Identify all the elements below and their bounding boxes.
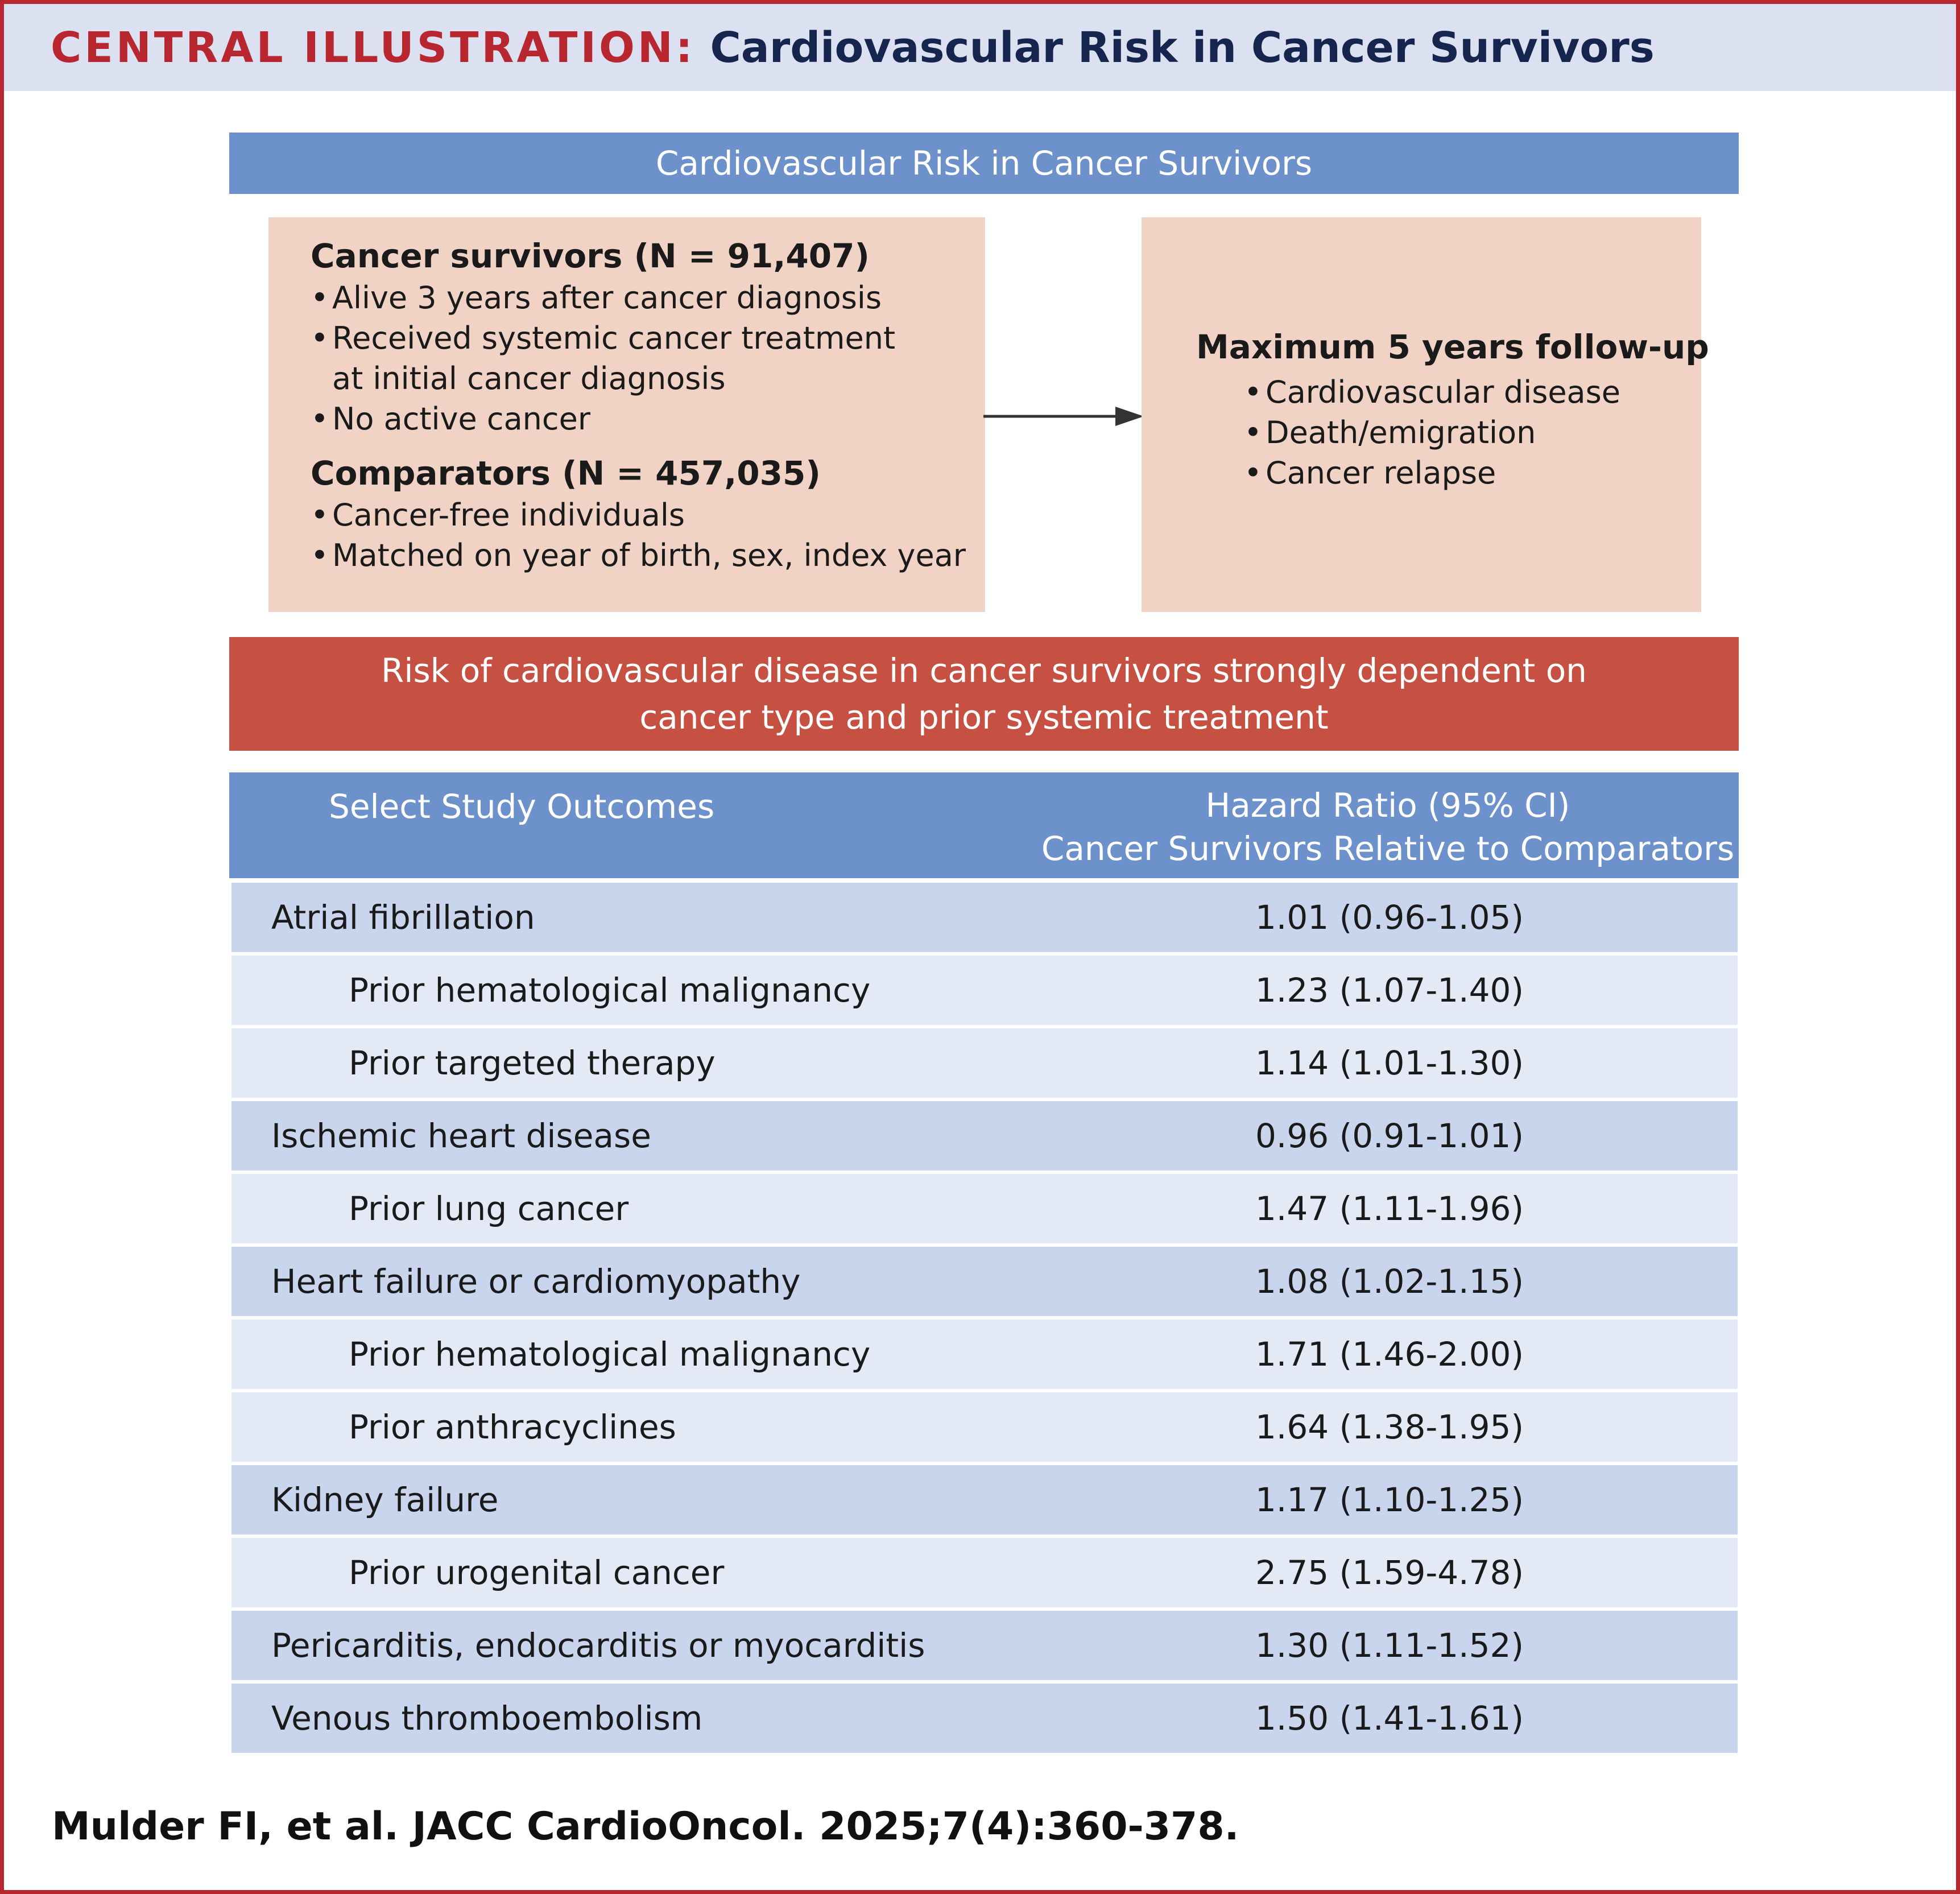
hazard-ratio-value: 1.14 (1.01-1.30) [1255, 1044, 1524, 1082]
outcome-label: Ischemic heart disease [271, 1116, 651, 1155]
hazard-ratio-value: 1.08 (1.02-1.15) [1255, 1262, 1524, 1301]
hazard-ratio-value: 1.71 (1.46-2.00) [1255, 1335, 1524, 1374]
table-row [231, 1174, 1738, 1243]
table-row [231, 1538, 1738, 1607]
table-row [231, 883, 1738, 952]
outcome-label: Pericarditis, endocarditis or myocarditis [271, 1626, 925, 1665]
list-item: • No active cancer [311, 399, 985, 439]
list-item: • Alive 3 years after cancer diagnosis [311, 278, 985, 318]
list-item: • Cancer relapse [1244, 453, 1709, 493]
list-item: • Matched on year of birth, sex, index year [311, 535, 985, 576]
table-header [229, 772, 1739, 878]
comparators-heading: Comparators (N = 457,035) [311, 454, 821, 493]
cohort-box [268, 217, 985, 612]
comparators-criteria-list [311, 495, 985, 576]
key-finding-line: Risk of cardiovascular disease in cancer survivors strongly dependent on [381, 651, 1587, 690]
outcome-label: Prior hematological malignancy [349, 1335, 871, 1374]
table-row [231, 1247, 1738, 1316]
table-row [231, 1101, 1738, 1171]
list-item: • Received systemic cancer treatment at initial cancer diagnosis [311, 318, 985, 399]
outcome-label: Prior lung cancer [349, 1189, 629, 1228]
bullet-icon: • [311, 401, 329, 437]
outcome-label: Atrial fibrillation [271, 898, 535, 937]
hazard-ratio-value: 1.47 (1.11-1.96) [1255, 1189, 1524, 1228]
page-title: Cardiovascular Risk in Cancer Survivors [710, 23, 1655, 72]
hazard-ratio-value: 1.01 (0.96-1.05) [1255, 898, 1524, 937]
key-finding-line: cancer type and prior systemic treatment [639, 698, 1329, 737]
table-row [231, 1320, 1738, 1389]
bullet-icon: • [311, 320, 329, 356]
table-row [231, 1611, 1738, 1680]
follow-up-box [1142, 217, 1709, 612]
hazard-ratio-value: 0.96 (0.91-1.01) [1255, 1116, 1524, 1155]
column-header-hazard-ratio: Hazard Ratio (95% CI) Cancer Survivors Relative to Comparators [1041, 786, 1735, 868]
survivors-heading: Cancer survivors (N = 91,407) [311, 237, 870, 275]
hazard-ratio-value: 2.75 (1.59-4.78) [1255, 1553, 1524, 1592]
hazard-ratio-value: 1.50 (1.41-1.61) [1255, 1699, 1524, 1738]
hazard-ratio-value: 1.64 (1.38-1.95) [1255, 1408, 1524, 1446]
arrow-right-icon [983, 402, 1148, 431]
outcome-label: Venous thromboembolism [271, 1699, 703, 1738]
outcome-label: Kidney failure [271, 1481, 499, 1519]
outcome-label: Prior targeted therapy [349, 1044, 716, 1082]
column-header-outcome: Select Study Outcomes [329, 787, 715, 826]
table-row [231, 1465, 1738, 1535]
hazard-ratio-value: 1.23 (1.07-1.40) [1255, 971, 1524, 1010]
follow-up-content [1196, 325, 1709, 493]
table-row [231, 1684, 1738, 1753]
outcome-label: Heart failure or cardiomyopathy [271, 1262, 801, 1301]
key-finding-bar [229, 637, 1739, 751]
central-illustration-label: CENTRAL ILLUSTRATION: [51, 23, 696, 72]
bullet-icon: • [1244, 455, 1262, 491]
citation: Mulder FI, et al. JACC CardioOncol. 2025;7(4):360-378. [52, 1804, 1239, 1849]
bullet-icon: • [1244, 374, 1262, 410]
survivors-criteria-list [311, 278, 985, 439]
list-item: • Cardiovascular disease [1244, 372, 1709, 412]
hazard-ratio-value: 1.30 (1.11-1.52) [1255, 1626, 1524, 1665]
list-item: • Cancer-free individuals [311, 495, 985, 535]
hazard-ratio-value: 1.17 (1.10-1.25) [1255, 1481, 1524, 1519]
bullet-icon: • [311, 537, 329, 573]
outcome-label: Prior anthracyclines [349, 1408, 676, 1446]
follow-up-list [1244, 372, 1709, 493]
table-row [231, 1028, 1738, 1098]
section-title-bar [229, 133, 1739, 194]
bullet-icon: • [311, 280, 329, 316]
outcome-label: Prior hematological malignancy [349, 971, 871, 1010]
follow-up-heading: Maximum 5 years follow-up [1196, 328, 1709, 366]
section-title: Cardiovascular Risk in Cancer Survivors [655, 144, 1313, 183]
bullet-icon: • [1244, 415, 1262, 450]
outcomes-table [231, 883, 1738, 1756]
title-band [4, 4, 1956, 91]
bullet-icon: • [311, 497, 329, 533]
list-item: • Death/emigration [1244, 412, 1709, 453]
outcome-label: Prior urogenital cancer [349, 1553, 725, 1592]
table-row [231, 1392, 1738, 1462]
table-row [231, 956, 1738, 1025]
